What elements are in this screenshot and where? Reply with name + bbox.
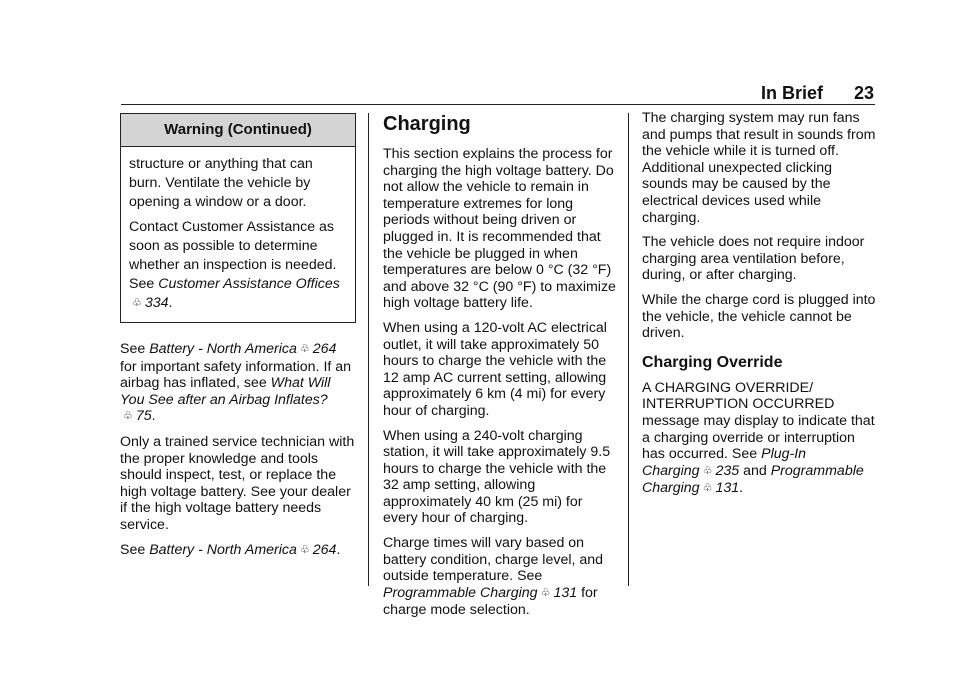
column-divider	[368, 113, 369, 586]
warning-title: Warning (Continued)	[121, 114, 355, 147]
paragraph: A CHARGING OVERRIDE/ INTERRUPTION OCCURRED message may display to indicate that a charging override or interruption has occurred. See Plug-In Charging ♧ 235 and Programmable Charging ♧ 131.	[642, 379, 875, 497]
paragraph: This section explains the process for charging the high voltage battery. Do not allow the vehicle to remain in temperature extremes for long periods without being driven or plugged in. It is recommended that the vehicle be plugged in when temperatures are below 0 °C (32 °F) and above 32 °C (90 °F) to maximize high voltage battery life.	[383, 146, 616, 312]
column-right	[642, 110, 878, 506]
page-reference[interactable]: 334	[144, 295, 169, 311]
column-left	[120, 113, 356, 567]
paragraph: Only a trained service technician with the proper knowledge and tools should inspect, test, or replace the high voltage battery. See your dealer if the high voltage battery needs service.	[120, 433, 355, 533]
page-reference[interactable]: 264	[312, 341, 337, 357]
page-ref-icon: ♧	[540, 586, 551, 599]
page-header	[121, 78, 875, 105]
cross-reference-link[interactable]: Programmable Charging	[383, 584, 538, 601]
cross-reference-link[interactable]: Battery - North America	[149, 341, 297, 357]
page-reference[interactable]: 264	[312, 541, 337, 558]
column-divider	[628, 113, 629, 586]
page-reference[interactable]: 131	[715, 480, 740, 497]
page-ref-icon: ♧	[132, 297, 142, 309]
cross-reference-link[interactable]: Programmable Charging	[642, 462, 864, 497]
page-ref-icon: ♧	[702, 482, 713, 495]
cross-reference-link[interactable]: Plug-In Charging	[642, 446, 807, 479]
page-ref-icon: ♧	[299, 343, 310, 355]
paragraph: While the charge cord is plugged into the vehicle, the vehicle cannot be driven.	[642, 291, 876, 342]
cross-reference-link[interactable]: Battery - North America	[149, 541, 297, 558]
page-ref-icon: ♧	[702, 464, 713, 477]
warning-body	[121, 147, 355, 322]
warning-paragraph: structure or anything that can burn. Ventilate the vehicle by opening a window or a door.	[129, 156, 313, 210]
body-text	[120, 341, 356, 559]
page-reference[interactable]: 131	[553, 584, 578, 601]
subsection-heading: Charging Override	[642, 353, 783, 371]
warning-box	[120, 113, 356, 323]
section-heading: Charging	[383, 113, 471, 135]
section-title: In Brief	[760, 83, 823, 103]
page-number: 23	[853, 83, 874, 103]
page-reference[interactable]: 235	[715, 462, 740, 479]
paragraph: See Battery - North America ♧ 264 for important safety information. If an airbag has inflated, see What Will You See after an Airbag Inflates?♧ 75.	[120, 341, 352, 425]
paragraph: The charging system may run fans and pumps that result in sounds from the vehicle while it is turned off. Additional unexpected clicking sounds may be caused by the electrical devices used while charging.	[642, 110, 876, 226]
paragraph: The vehicle does not require indoor charging area ventilation before, during, or after charging.	[642, 234, 865, 284]
paragraph: When using a 120-volt AC electrical outlet, it will take approximately 50 hours to charge the vehicle with the 12 amp AC current setting, allowing approximately 6 km (4 mi) for every hour of charging.	[383, 319, 607, 419]
cross-reference-link[interactable]: Customer Assistance Offices	[158, 276, 340, 292]
warning-paragraph: Contact Customer Assistance as soon as possible to determine whether an inspection is needed. See Customer Assistance Offices ♧ 334.	[129, 219, 340, 311]
page-ref-icon: ♧	[299, 543, 310, 556]
page-reference[interactable]: 75	[135, 408, 152, 425]
paragraph: See Battery - North America ♧ 264.	[120, 541, 341, 558]
column-middle	[383, 113, 618, 627]
paragraph: Charge times will vary based on battery condition, charge level, and outside temperature. See Programmable Charging ♧ 131 for charge mode selection.	[383, 535, 604, 619]
page-ref-icon: ♧	[123, 410, 133, 423]
cross-reference-link[interactable]: What Will You See after an Airbag Inflates?	[120, 375, 331, 408]
paragraph: When using a 240-volt charging station, it will take approximately 9.5 hours to charge the vehicle with the 32 amp setting, allowing approximately 40 km (25 mi) for every hour of charging.	[383, 427, 611, 527]
